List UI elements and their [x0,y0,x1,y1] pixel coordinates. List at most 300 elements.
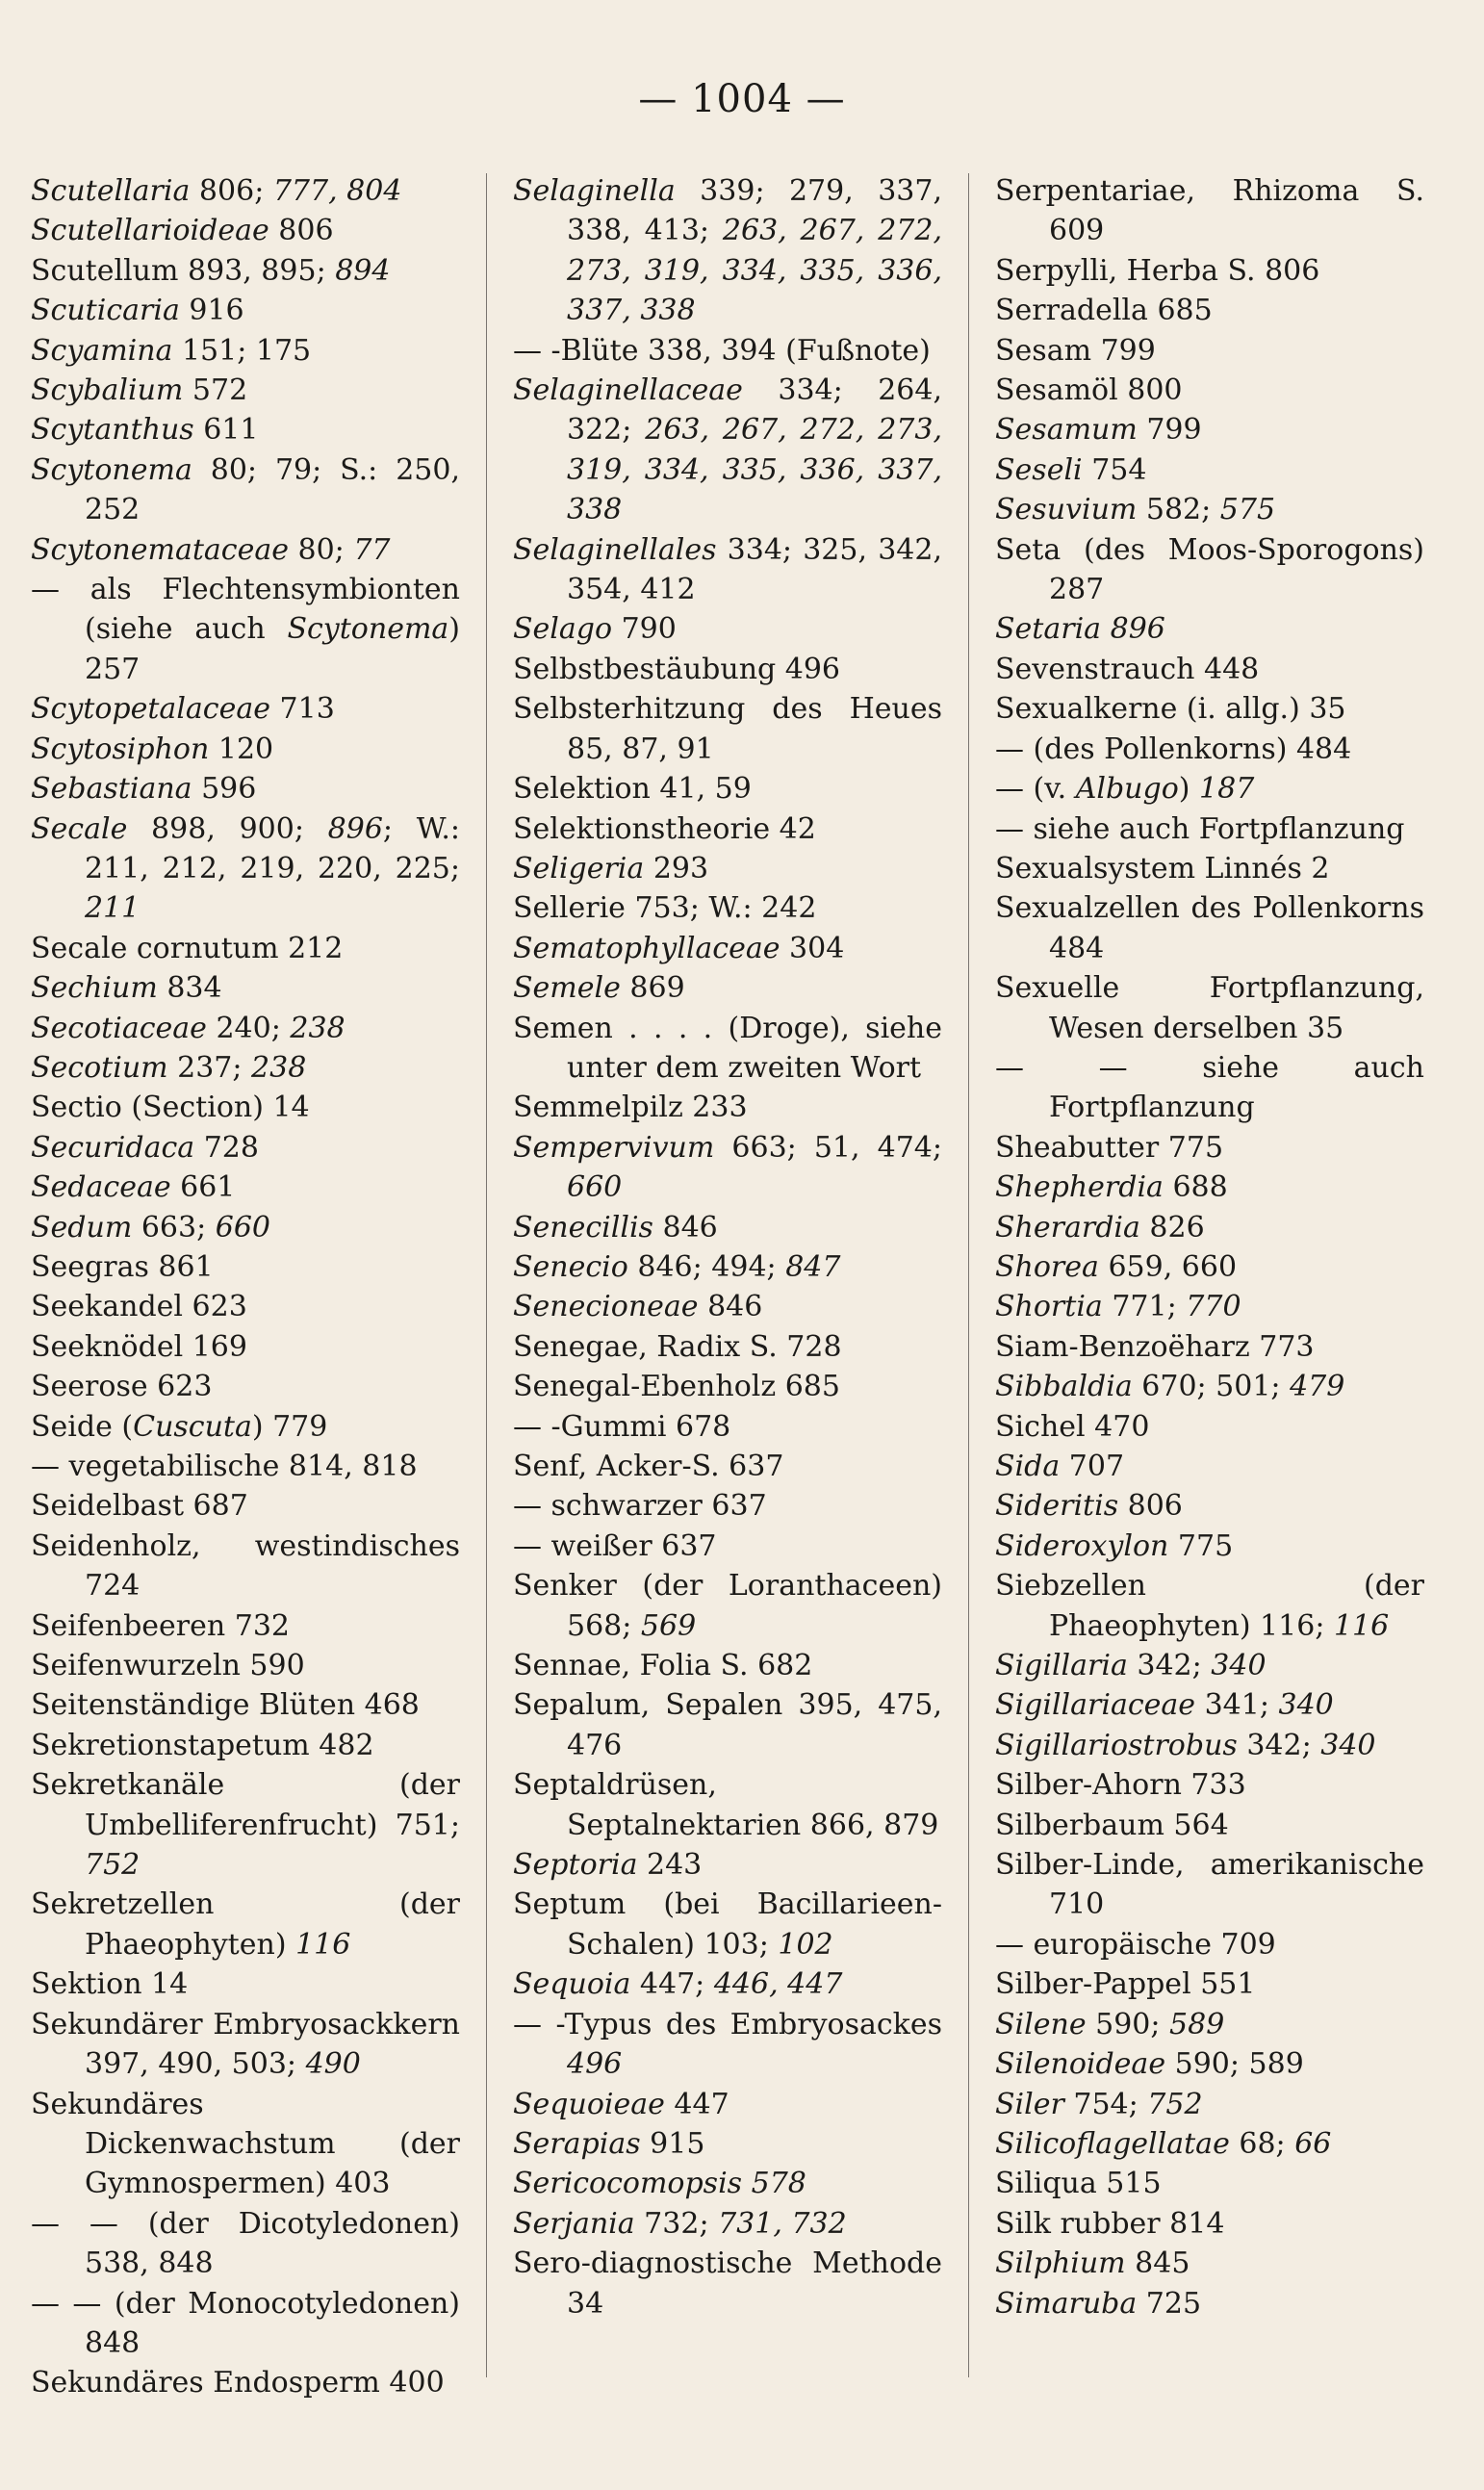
entry-text: Secale cornutum 212 [31,931,344,965]
entry-text: 240; [206,1011,291,1045]
entry-italic-text: 847 [785,1249,841,1284]
entry-text: Silberbaum 564 [995,1808,1229,1842]
entry-italic-text: 211 [85,891,141,926]
column-divider [486,173,487,2377]
entry-italic-text: Sigillariostrobus [995,1728,1238,1762]
index-entry [513,609,942,649]
entry-text: 728 [194,1130,259,1165]
entry-text: 120 [209,732,274,766]
entry-italic-text: 66 [1294,2126,1332,2161]
index-entry [513,689,942,769]
index-entry [995,1128,1424,1168]
entry-text: 806 [269,214,334,248]
index-entry [31,2363,460,2402]
index-entry [513,1208,942,1247]
index-entry [31,1208,460,1247]
entry-text: 869 [620,971,685,1006]
entry-text: 775 [1168,1528,1234,1563]
index-entry [513,1964,942,2004]
entry-text: Selbstbestäubung 496 [513,652,841,686]
entry-text: Silber-Ahorn 733 [995,1768,1246,1803]
entry-italic-text: 752 [85,1848,141,1883]
entry-text: 670; 501; [1132,1370,1291,1404]
entry-text: Serradella 685 [995,294,1213,328]
entry-text: 845 [1125,2246,1190,2281]
entry-text: Sichel 470 [995,1409,1150,1444]
index-entry [31,1646,460,1685]
index-entry [513,968,942,1008]
entry-text: Sevenstrauch 448 [995,652,1260,686]
index-entry [31,211,460,250]
entry-text: — (des Pollenkorns) 484 [995,732,1352,766]
index-column-1 [31,171,460,2432]
index-entry [31,929,460,968]
entry-text: Senegal-Ebenholz 685 [513,1370,840,1404]
entry-italic-text: Scybalium [31,373,184,408]
entry-text: Silk rubber 814 [995,2206,1225,2241]
index-entry [31,2204,460,2284]
entry-text: Serpentariae, Rhizoma S. 609 [995,174,1424,248]
index-entry [31,1048,460,1088]
entry-italic-text: Selaginellaceae [513,373,743,408]
index-entry [31,530,460,570]
entry-italic-text: 660 [215,1210,270,1245]
entry-text: 334; 325, 342, 354, 412 [567,532,942,607]
index-entry [31,251,460,291]
index-entry [31,1367,460,1406]
index-entry [995,2085,1424,2124]
index-entry [995,888,1424,968]
entry-text: Seekandel 623 [31,1290,247,1324]
index-entry [995,1168,1424,1207]
index-entry [31,2284,460,2364]
index-entry [31,1527,460,1606]
entry-text: Seidenholz, westindisches 724 [31,1528,460,1604]
index-entry [513,1486,942,1526]
entry-italic-text: Scytonema [31,452,192,487]
entry-text: 754; [1063,2087,1148,2121]
index-entry [995,609,1424,649]
index-entry [31,730,460,769]
entry-italic-text: Seligeria [513,851,645,886]
index-entry [31,1447,460,1486]
entry-text: 293 [644,851,709,886]
entry-text: Selektionstheorie 42 [513,811,816,846]
index-entry [995,689,1424,729]
entry-italic-text: 575 [1219,493,1276,527]
entry-text: 663; [132,1210,216,1245]
entry-italic-text: 238 [290,1011,345,1045]
page-number: — 1004 — [638,77,846,121]
index-entry [31,291,460,330]
entry-text: Seifenbeeren 732 [31,1608,291,1643]
entry-italic-text: 263, 267, 272, 273, 319, 334, 335, 336, 337, 338 [567,214,942,328]
index-entry [513,1845,942,1885]
index-entry [995,2124,1424,2164]
entry-italic-text: 187 [1199,772,1255,807]
index-entry [31,331,460,371]
entry-italic-text: 569 [640,1608,697,1643]
index-entry [513,2204,942,2244]
index-entry [995,2204,1424,2244]
index-entry [513,1367,942,1406]
entry-italic-text: 770 [1186,1290,1241,1324]
entry-text: 916 [179,294,244,328]
entry-text: 846 [652,1210,718,1245]
index-entry [513,2244,942,2323]
entry-text: 572 [183,373,248,408]
index-entry [513,1685,942,1765]
entry-italic-text: 238 [251,1050,307,1085]
entry-italic-text: Sechium [31,971,158,1006]
index-entry [995,450,1424,490]
entry-italic-text: Serjania [513,2206,635,2241]
index-entry [995,1407,1424,1447]
entry-text: — -Typus des Embryosackes [513,2007,942,2041]
entry-text: 80; 79; S.: 250, 252 [85,452,460,527]
entry-italic-text: Shepherdia [995,1170,1164,1205]
entry-italic-text: Cuscuta [133,1409,252,1444]
entry-italic-text: Albugo [1075,772,1179,807]
entry-italic-text: Silene [995,2007,1087,2041]
entry-text: 713 [270,692,335,727]
entry-text: 806 [1118,1489,1183,1524]
index-entry [995,331,1424,371]
entry-italic-text: Serapias [513,2126,641,2161]
entry-text: 771; [1102,1290,1187,1324]
index-entry [513,2164,942,2203]
entry-italic-text: Sigillariaceae [995,1688,1196,1723]
index-entry [513,2124,942,2164]
index-entry [31,2085,460,2204]
entry-italic-text: Semele [513,971,621,1006]
index-entry [513,650,942,689]
entry-italic-text: Secotium [31,1050,168,1085]
entry-text: Sectio (Section) 14 [31,1091,310,1125]
entry-text: Senker (der Loranthaceen) 568; [513,1569,942,1643]
entry-italic-text: Secale [31,811,128,846]
entry-italic-text: 446, 447 [713,1967,843,2002]
index-entry [513,2005,942,2085]
index-entry [995,530,1424,610]
index-entry [513,1646,942,1685]
index-entry [31,1726,460,1765]
entry-text: — -Blüte 338, 394 (Fußnote) [513,333,931,368]
index-entry [995,1048,1424,1128]
index-entry [513,1447,942,1486]
entry-text: ; W.: 211, 212, 219, 220, 225; [85,811,460,886]
index-entry [513,331,942,371]
index-entry [31,689,460,729]
entry-text: Serpylli, Herba S. 806 [995,253,1320,288]
column-divider [968,173,969,2377]
index-entry [513,530,942,610]
index-entry [995,2284,1424,2323]
entry-text: Sexualsystem Linnés 2 [995,851,1330,886]
index-entry [31,769,460,809]
index-entry [513,1009,942,1089]
entry-italic-text: Sideroxylon [995,1528,1169,1563]
index-entry [513,929,942,968]
entry-text: Siam-Benzoëharz 773 [995,1329,1315,1364]
entry-italic-text: Sedum [31,1210,133,1245]
entry-italic-text: Siler [995,2087,1064,2121]
entry-text: — (v. [995,772,1076,807]
entry-text: Seeknödel 169 [31,1329,247,1364]
entry-text: Sepalum, Sepalen 395, 475, 476 [513,1688,942,1762]
entry-italic-text: Sedaceae [31,1170,171,1205]
entry-text: Siliqua 515 [995,2167,1162,2201]
entry-text: Semen . . . . (Droge), siehe unter dem zweiten Wort [513,1011,942,1085]
entry-text: Sellerie 753; W.: 242 [513,891,817,926]
entry-italic-text: Scytopetalaceae [31,692,270,727]
entry-text: 846; 494; [627,1249,786,1284]
index-entry [995,2164,1424,2203]
index-entry [31,1327,460,1367]
index-entry [513,2085,942,2124]
entry-text: Septaldrüsen, Septalnektarien 866, 879 [513,1768,939,1842]
entry-italic-text: 496 [567,2047,623,2082]
entry-text: 659, 660 [1098,1249,1238,1284]
entry-italic-text: Senecio [513,1249,628,1284]
index-entry [31,1407,460,1447]
entry-text: 732; [634,2206,719,2241]
index-entry [995,769,1424,809]
entry-text: 834 [157,971,222,1006]
index-entry [995,968,1424,1048]
entry-text: 590; 589 [1165,2047,1304,2082]
entry-text: Sekundäres Dickenwachstum (der Gymnospermen) 403 [31,2087,460,2201]
entry-text: 915 [640,2126,705,2161]
index-entry [995,2005,1424,2044]
index-entry [995,1327,1424,1367]
entry-text: 596 [192,772,257,807]
entry-text: Sekretkanäle (der Umbelliferenfrucht) 751; [31,1768,460,1842]
entry-text: 725 [1137,2286,1202,2321]
entry-italic-text: Septoria [513,1848,638,1883]
index-entry [31,1287,460,1326]
entry-italic-text: Sida [995,1450,1061,1483]
entry-text: Sekretzellen (der Phaeophyten) [31,1887,460,1962]
entry-italic-text: Senecioneae [513,1290,699,1324]
index-entry [513,1765,942,1845]
index-entry [995,2044,1424,2084]
index-entry [31,1247,460,1287]
index-entry [513,849,942,888]
entry-text: 754 [1082,452,1147,487]
index-entry [513,1287,942,1326]
index-entry [31,1168,460,1207]
entry-text: 790 [612,612,677,647]
entry-text: Seitenständige Blüten 468 [31,1688,420,1723]
entry-italic-text: Shorea [995,1249,1099,1284]
index-entry [513,809,942,849]
entry-italic-text: 752 [1147,2087,1203,2121]
index-entry [995,1646,1424,1685]
index-entry [31,809,460,929]
entry-text: Sesamöl 800 [995,373,1183,408]
index-entry [995,1486,1424,1526]
entry-text: Sekretionstapetum 482 [31,1728,374,1762]
entry-text: Semmelpilz 233 [513,1091,748,1125]
entry-text: 243 [637,1848,703,1883]
entry-italic-text: Selago [513,612,613,647]
index-entry [995,1964,1424,2004]
index-entry [513,1088,942,1127]
entry-text: 582; [1137,493,1220,527]
entry-text: Silber-Linde, amerikanische 710 [995,1848,1424,1922]
entry-italic-text: 102 [778,1927,833,1962]
entry-italic-text: Scytosiphon [31,732,210,766]
index-entry [31,1885,460,1964]
entry-text: ) [1178,772,1200,807]
entry-italic-text: Securidaca [31,1130,195,1165]
entry-italic-text: Scutellarioideae [31,214,269,248]
entry-text: 826 [1139,1210,1205,1245]
entry-text: — — (der Dicotyledonen) 538, 848 [31,2206,460,2281]
entry-text: 447; [630,1967,714,2002]
index-entry [995,1765,1424,1805]
entry-italic-text: 896 [327,811,383,846]
entry-text: Senegae, Radix S. 728 [513,1329,842,1364]
entry-text: Sero-diagnostische Methode 34 [513,2246,942,2321]
index-entry [995,1447,1424,1486]
index-entry [513,1247,942,1287]
index-entry [513,769,942,809]
entry-text: Seidelbast 687 [31,1489,248,1524]
index-entry [995,171,1424,251]
index-entry [31,570,460,689]
entry-text: 806; [190,174,273,208]
index-entry [995,410,1424,449]
entry-italic-text: Sibbaldia [995,1370,1133,1404]
index-entry [995,809,1424,849]
entry-italic-text: Sebastiana [31,772,192,807]
entry-text: — schwarzer 637 [513,1489,767,1524]
entry-italic-text: Sesuvium [995,493,1138,527]
index-entry [995,849,1424,888]
index-entry [31,1765,460,1885]
index-entry [513,1407,942,1447]
entry-text: 151; 175 [172,333,312,368]
index-entry [513,171,942,331]
entry-text: — europäische 709 [995,1927,1276,1962]
entry-text: Sexualzellen des Pollenkorns 484 [995,891,1424,965]
index-entry [31,371,460,410]
entry-text: Sekundäres Endosperm 400 [31,2366,445,2400]
entry-italic-text: Scytonema [287,612,449,647]
entry-italic-text: 479 [1290,1370,1345,1404]
entry-italic-text: 116 [295,1927,351,1962]
entry-italic-text: 340 [1278,1688,1334,1723]
entry-italic-text: Selaginellales [513,532,717,567]
index-entry [995,650,1424,689]
entry-italic-text: Shortia [995,1290,1103,1324]
entry-text: Seegras 861 [31,1249,214,1284]
index-entry [995,2244,1424,2283]
entry-text: Sesam 799 [995,333,1156,368]
index-column-3 [995,171,1424,2432]
entry-text: 68; [1229,2126,1295,2161]
entry-italic-text: 777, 804 [272,174,402,208]
entry-italic-text: 263, 267, 272, 273, 319, 334, 335, 336, 337, 338 [567,413,943,527]
entry-italic-text: Scyamina [31,333,173,368]
entry-text: 342; [1237,1728,1321,1762]
entry-text: 590; [1086,2007,1170,2041]
index-entry [995,371,1424,410]
index-entry [995,1845,1424,1925]
entry-italic-text: Scytanthus [31,413,194,448]
index-entry [995,251,1424,291]
entry-italic-text: Scytonemataceae [31,532,289,567]
index-entry [995,1806,1424,1845]
entry-text: 688 [1163,1170,1228,1205]
entry-italic-text: 589 [1169,2007,1225,2041]
entry-text: Senf, Acker-S. 637 [513,1450,784,1483]
entry-text: 447 [664,2087,729,2121]
entry-text: 342; [1127,1649,1212,1683]
entry-text: Silber-Pappel 551 [995,1967,1256,2002]
entry-text: ) 779 [251,1409,328,1444]
entry-italic-text: Sequoieae [513,2087,665,2121]
index-entry [31,1685,460,1725]
index-entry [995,1527,1424,1566]
entry-text: 334; 264, 322; [567,373,942,448]
entry-text: 898, 900; [127,811,328,846]
index-entry [31,1606,460,1646]
entry-text: Sexualkerne (i. allg.) 35 [995,692,1346,727]
index-entry [31,1486,460,1526]
entry-text: Sennae, Folia S. 682 [513,1649,813,1683]
index-entry [995,1208,1424,1247]
entry-text: Sheabutter 775 [995,1130,1224,1165]
entry-italic-text: Silphium [995,2246,1126,2281]
index-entry [513,371,942,530]
entry-text: Selbsterhitzung des Heues 85, 87, 91 [513,692,942,766]
entry-italic-text: 116 [1333,1608,1390,1643]
entry-text: Sekundärer Embryosackkern 397, 490, 503; [31,2007,460,2082]
entry-italic-text: Senecillis [513,1210,653,1245]
index-entry [31,1964,460,2004]
entry-italic-text: 894 [335,253,391,288]
entry-italic-text: Sideritis [995,1489,1119,1524]
index-entry [31,171,460,211]
entry-text: — — siehe auch Fortpflanzung [995,1050,1424,1125]
entry-text: 237; [167,1050,252,1085]
entry-italic-text: 340 [1320,1728,1376,1762]
entry-italic-text: Scuticaria [31,294,180,328]
index-entry [31,450,460,530]
index-entry [31,1009,460,1048]
entry-text: Seifenwurzeln 590 [31,1649,305,1683]
index-column-2 [513,171,942,2432]
entry-italic-text: Seseli [995,452,1083,487]
entry-italic-text: Secotiaceae [31,1011,207,1045]
entry-text: 707 [1060,1450,1125,1483]
index-entry [995,1925,1424,1964]
index-entry [995,291,1424,330]
entry-text: 661 [170,1170,236,1205]
entry-text: 304 [780,931,845,965]
index-entry [513,1566,942,1646]
index-entry [995,1566,1424,1646]
index-entry [995,1367,1424,1406]
entry-text: 80; [288,532,354,567]
entry-italic-text: Sherardia [995,1210,1140,1245]
entry-italic-text: 731, 732 [718,2206,847,2241]
index-entry [995,1726,1424,1765]
index-entry [995,1685,1424,1725]
